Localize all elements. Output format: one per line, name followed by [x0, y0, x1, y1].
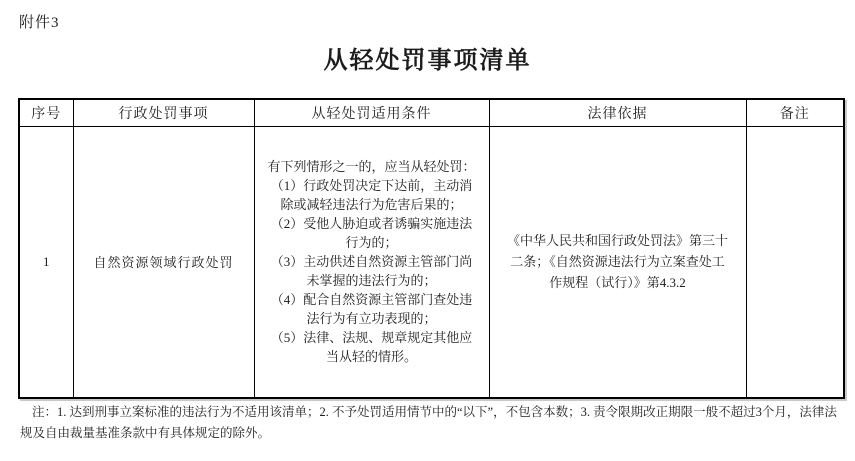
table-header-row: [19, 99, 844, 126]
text-line: 当从轻的情形。: [325, 349, 417, 365]
header-item: 行政处罚事项: [73, 99, 254, 126]
row-index-cell: 1: [19, 126, 73, 398]
header-remark: 备注: [746, 99, 844, 126]
legal-basis-cell: [489, 126, 746, 398]
text-line: （2）受他人胁迫或者诱骗实施违法: [270, 216, 473, 232]
header-conditions: 从轻处罚适用条件: [254, 99, 489, 126]
conditions-cell: [254, 126, 489, 398]
conditions-text: [257, 157, 487, 366]
punishment-item-cell: 自然资源领域行政处罚: [73, 126, 254, 398]
table-row: [19, 126, 844, 398]
header-index: 序号: [19, 99, 73, 126]
text-line: 二条；《自然资源违法行为立案查处工: [510, 254, 725, 270]
text-line: （1）行政处罚决定下达前，主动消: [270, 178, 473, 194]
text-line: 除或减轻违法行为危害后果的；: [280, 197, 463, 213]
text-line: （4）配合自然资源主管部门查处违: [270, 292, 473, 308]
punishment-items-table: [18, 98, 845, 399]
text-line: （3）主动供述自然资源主管部门尚: [270, 254, 473, 270]
page-title: 从轻处罚事项清单: [323, 48, 532, 74]
footnote: 注：1. 达到刑事立案标准的违法行为不适用该清单；2. 不予处罚适用情节中的“以下”，不包含本数；3. 责令限期改正期限一般不超过3个月，法律法规及自由裁量基准条款中有具体规定的除外。: [20, 405, 837, 440]
text-line: 《中华人民共和国行政处罚法》第三十: [506, 233, 728, 249]
text-line: 行为的；: [345, 235, 398, 251]
text-line: 有下列情形之一的，应当从轻处罚：: [267, 159, 476, 175]
text-line: 作规程（试行）》第4.3.2: [549, 275, 686, 291]
text-line: （5）法律、法规、规章规定其他应: [270, 330, 473, 346]
text-line: 未掌握的违法行为的；: [306, 273, 437, 289]
attachment-label: 附件3: [19, 15, 60, 31]
text-line: 法行为有立功表现的；: [306, 311, 437, 327]
header-legal-basis: 法律依据: [489, 99, 746, 126]
remark-cell: [746, 126, 844, 398]
legal-basis-text: [492, 230, 744, 293]
